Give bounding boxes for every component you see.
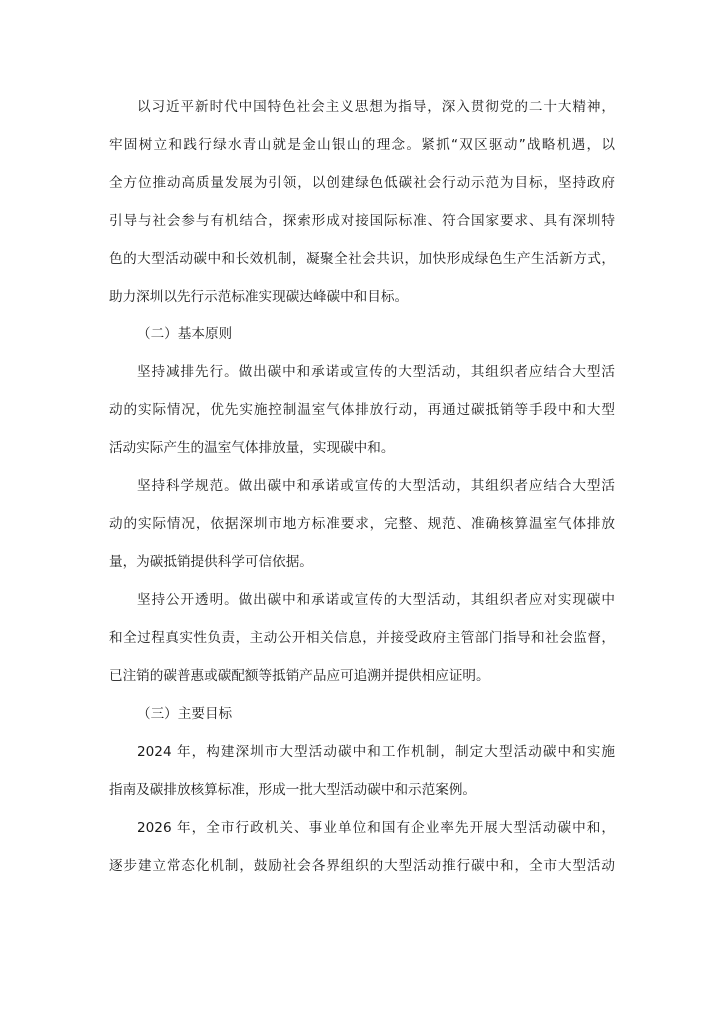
principle-1-line-2: 动的实际情况，优先实施控制温室气体排放行动，再通过碳抵销等手段中和大型	[109, 402, 615, 418]
goal-2024-line-1: 2024 年，构建深圳市大型活动碳中和工作机制，制定大型活动碳中和实施	[137, 744, 615, 760]
principle-2-line-2: 动的实际情况，依据深圳市地方标准要求，完整、规范、准确核算温室气体排放	[109, 516, 615, 532]
principle-1-line-1: 坚持减排先行。做出碳中和承诺或宣传的大型活动，其组织者应结合大型活	[137, 364, 615, 380]
principle-3-line-2: 和全过程真实性负责，主动公开相关信息，并接受政府主管部门指导和社会监督，	[109, 630, 615, 646]
principle-2-line-1: 坚持科学规范。做出碳中和承诺或宣传的大型活动，其组织者应结合大型活	[137, 478, 615, 494]
principle-1-line-3: 活动实际产生的温室气体排放量，实现碳中和。	[109, 440, 395, 456]
principle-3-line-3: 已注销的碳普惠或碳配额等抵销产品应可追溯并提供相应证明。	[109, 668, 490, 684]
goal-2026-line-1: 2026 年，全市行政机关、事业单位和国有企业率先开展大型活动碳中和，	[137, 820, 615, 836]
intro-line-1: 以习近平新时代中国特色社会主义思想为指导，深入贯彻党的二十大精神，	[137, 99, 615, 115]
goal-2024-line-2: 指南及碳排放核算标准，形成一批大型活动碳中和示范案例。	[109, 782, 477, 798]
principle-2-line-3: 量，为碳抵销提供科学可信依据。	[109, 554, 313, 570]
section-heading-main-goals: （三）主要目标	[137, 706, 233, 722]
principle-3-line-1: 坚持公开透明。做出碳中和承诺或宣传的大型活动，其组织者应对实现碳中	[137, 592, 615, 608]
goal-2026-line-2: 逐步建立常态化机制，鼓励社会各界组织的大型活动推行碳中和，全市大型活动	[109, 858, 615, 874]
intro-line-3: 全方位推动高质量发展为引领，以创建绿色低碳社会行动示范为目标，坚持政府	[109, 175, 615, 191]
section-heading-basic-principles: （二）基本原则	[137, 326, 233, 342]
intro-line-5: 色的大型活动碳中和长效机制，凝聚全社会共识，加快形成绿色生产生活新方式，	[109, 251, 615, 267]
intro-line-4: 引导与社会参与有机结合，探索形成对接国际标准、符合国家要求、具有深圳特	[109, 213, 615, 229]
intro-line-2: 牢固树立和践行绿水青山就是金山银山的理念。紧抓“双区驱动”战略机遇，以	[109, 137, 615, 153]
intro-line-6: 助力深圳以先行示范标准实现碳达峰碳中和目标。	[109, 289, 409, 305]
